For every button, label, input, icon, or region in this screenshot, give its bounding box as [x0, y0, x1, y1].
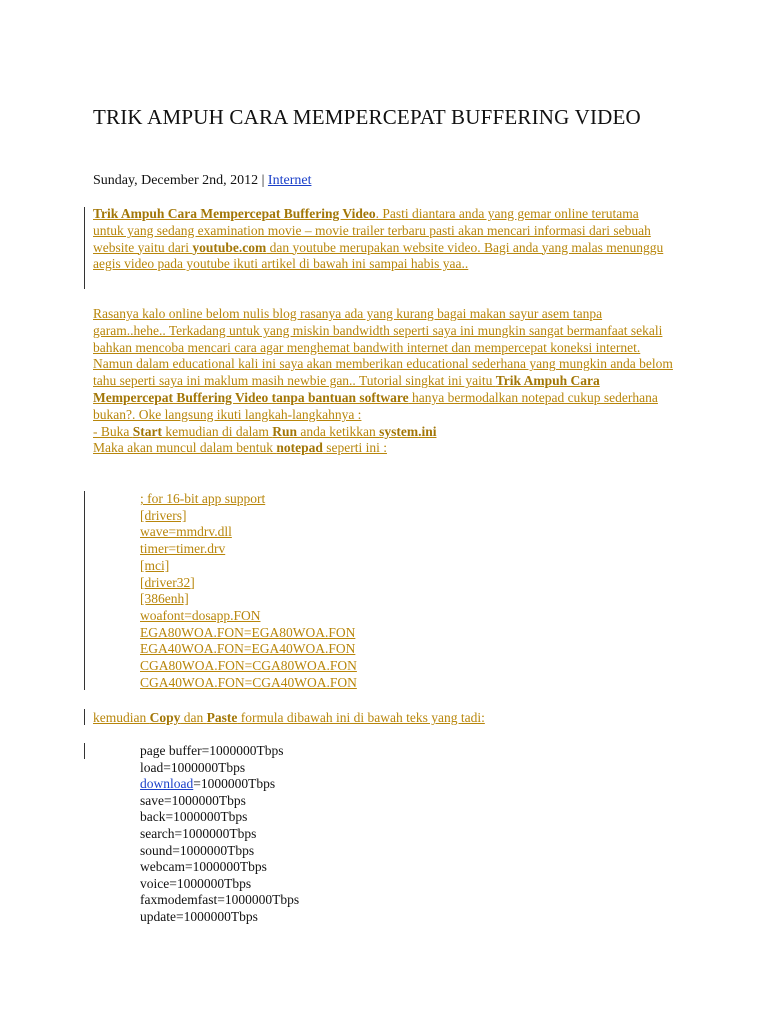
copy-bold: Copy: [149, 710, 181, 725]
download-link[interactable]: download: [140, 776, 194, 792]
category-link-internet[interactable]: Internet: [267, 173, 312, 188]
formula-line: faxmodemfast=1000000Tbps: [140, 892, 300, 908]
body-text-end: hanya bermodalkan notepad cukup sederhana bukan?. Oke langsung ikuti langkah-langkahnya :: [93, 389, 658, 422]
intro-text-end: dan youtube merupakan website video. Bagi anda yang malas menunggu aegis video pada youtube ikuti artikel di bawah ini sampai habis yaa..: [93, 239, 664, 272]
margin-bar: [84, 491, 85, 690]
code-line: CGA40WOA.FON=CGA40WOA.FON: [140, 674, 357, 690]
intro-bold-site: youtube.com: [192, 239, 267, 255]
code-line: [drivers]: [140, 507, 187, 523]
margin-bar: [84, 743, 85, 759]
formula-line: voice=1000000Tbps: [140, 875, 252, 891]
formula-line: search=1000000Tbps: [140, 825, 257, 841]
formula-line: download=1000000Tbps: [140, 776, 276, 792]
formula-line: load=1000000Tbps: [140, 759, 246, 775]
paste-bold: Paste: [206, 710, 238, 725]
code-line: CGA80WOA.FON=CGA80WOA.FON: [140, 658, 357, 674]
article-date: Sunday, December 2nd, 2012 |: [93, 173, 268, 188]
code-line: EGA40WOA.FON=EGA40WOA.FON: [140, 641, 356, 657]
intro-text: . Pasti diantara anda yang gemar online terutama untuk yang sedang examination movie – movie trailer terbaru pasti akan mencari informasi dari sebuah website yaitu dari: [93, 206, 651, 255]
formula-line: back=1000000Tbps: [140, 809, 248, 825]
step-1: - Buka Start kemudian di dalam Run anda ketikkan system.ini: [93, 423, 437, 439]
code-line: [mci]: [140, 557, 170, 573]
code-line: timer=timer.drv: [140, 541, 226, 557]
code-line: wave=mmdrv.dll: [140, 524, 232, 540]
code-line: [386enh]: [140, 591, 189, 607]
body-bold: Trik Ampuh Cara Mempercepat Buffering Video tanpa bantuan software: [93, 373, 600, 405]
code-line: [driver32]: [140, 574, 195, 590]
code-line: woafont=dosapp.FON: [140, 607, 261, 623]
formula-line: sound=1000000Tbps: [140, 842, 255, 858]
system-ini-code-block: [140, 491, 357, 691]
body-paragraph: [93, 306, 678, 457]
formula-code-block: [140, 743, 299, 926]
formula-line: save=1000000Tbps: [140, 792, 246, 808]
intro-paragraph: [93, 206, 668, 273]
body-text: Rasanya kalo online belom nulis blog rasanya ada yang kurang bagai makan sayur asem tanpa garam..hehe.. Terkadang untuk yang miskin bandwidth seperti saya ini mungkin sangat bermanfaat sekali bahkan mencoba mencari cara agar menghemat bandwith internet dan mempercepat koneksi internet. Namun dalam educational kali ini saya akan memberikan educational sederhana yang mungkin anda belom tahu seperti saya ini maklum masih newbie gan.. Tutorial singkat ini yaitu: [93, 306, 673, 389]
margin-bar: [84, 709, 85, 725]
code-line: ; for 16-bit app support: [140, 491, 266, 506]
margin-bar: [84, 207, 85, 289]
code-line: EGA80WOA.FON=EGA80WOA.FON: [140, 624, 356, 640]
formula-line: webcam=1000000Tbps: [140, 859, 267, 875]
formula-line: page buffer=1000000Tbps: [140, 743, 284, 758]
step-2: Maka akan muncul dalam bentuk notepad seperti ini :: [93, 440, 387, 456]
article-meta: [93, 172, 311, 190]
instruction-paragraph: kemudian Copy dan Paste formula dibawah ini di bawah teks yang tadi:: [93, 710, 485, 725]
intro-bold-title: Trik Ampuh Cara Mempercepat Buffering Video: [93, 206, 376, 221]
formula-line: update=1000000Tbps: [140, 908, 258, 924]
article-title: TRIK AMPUH CARA MEMPERCEPAT BUFFERING VIDEO: [93, 105, 641, 129]
